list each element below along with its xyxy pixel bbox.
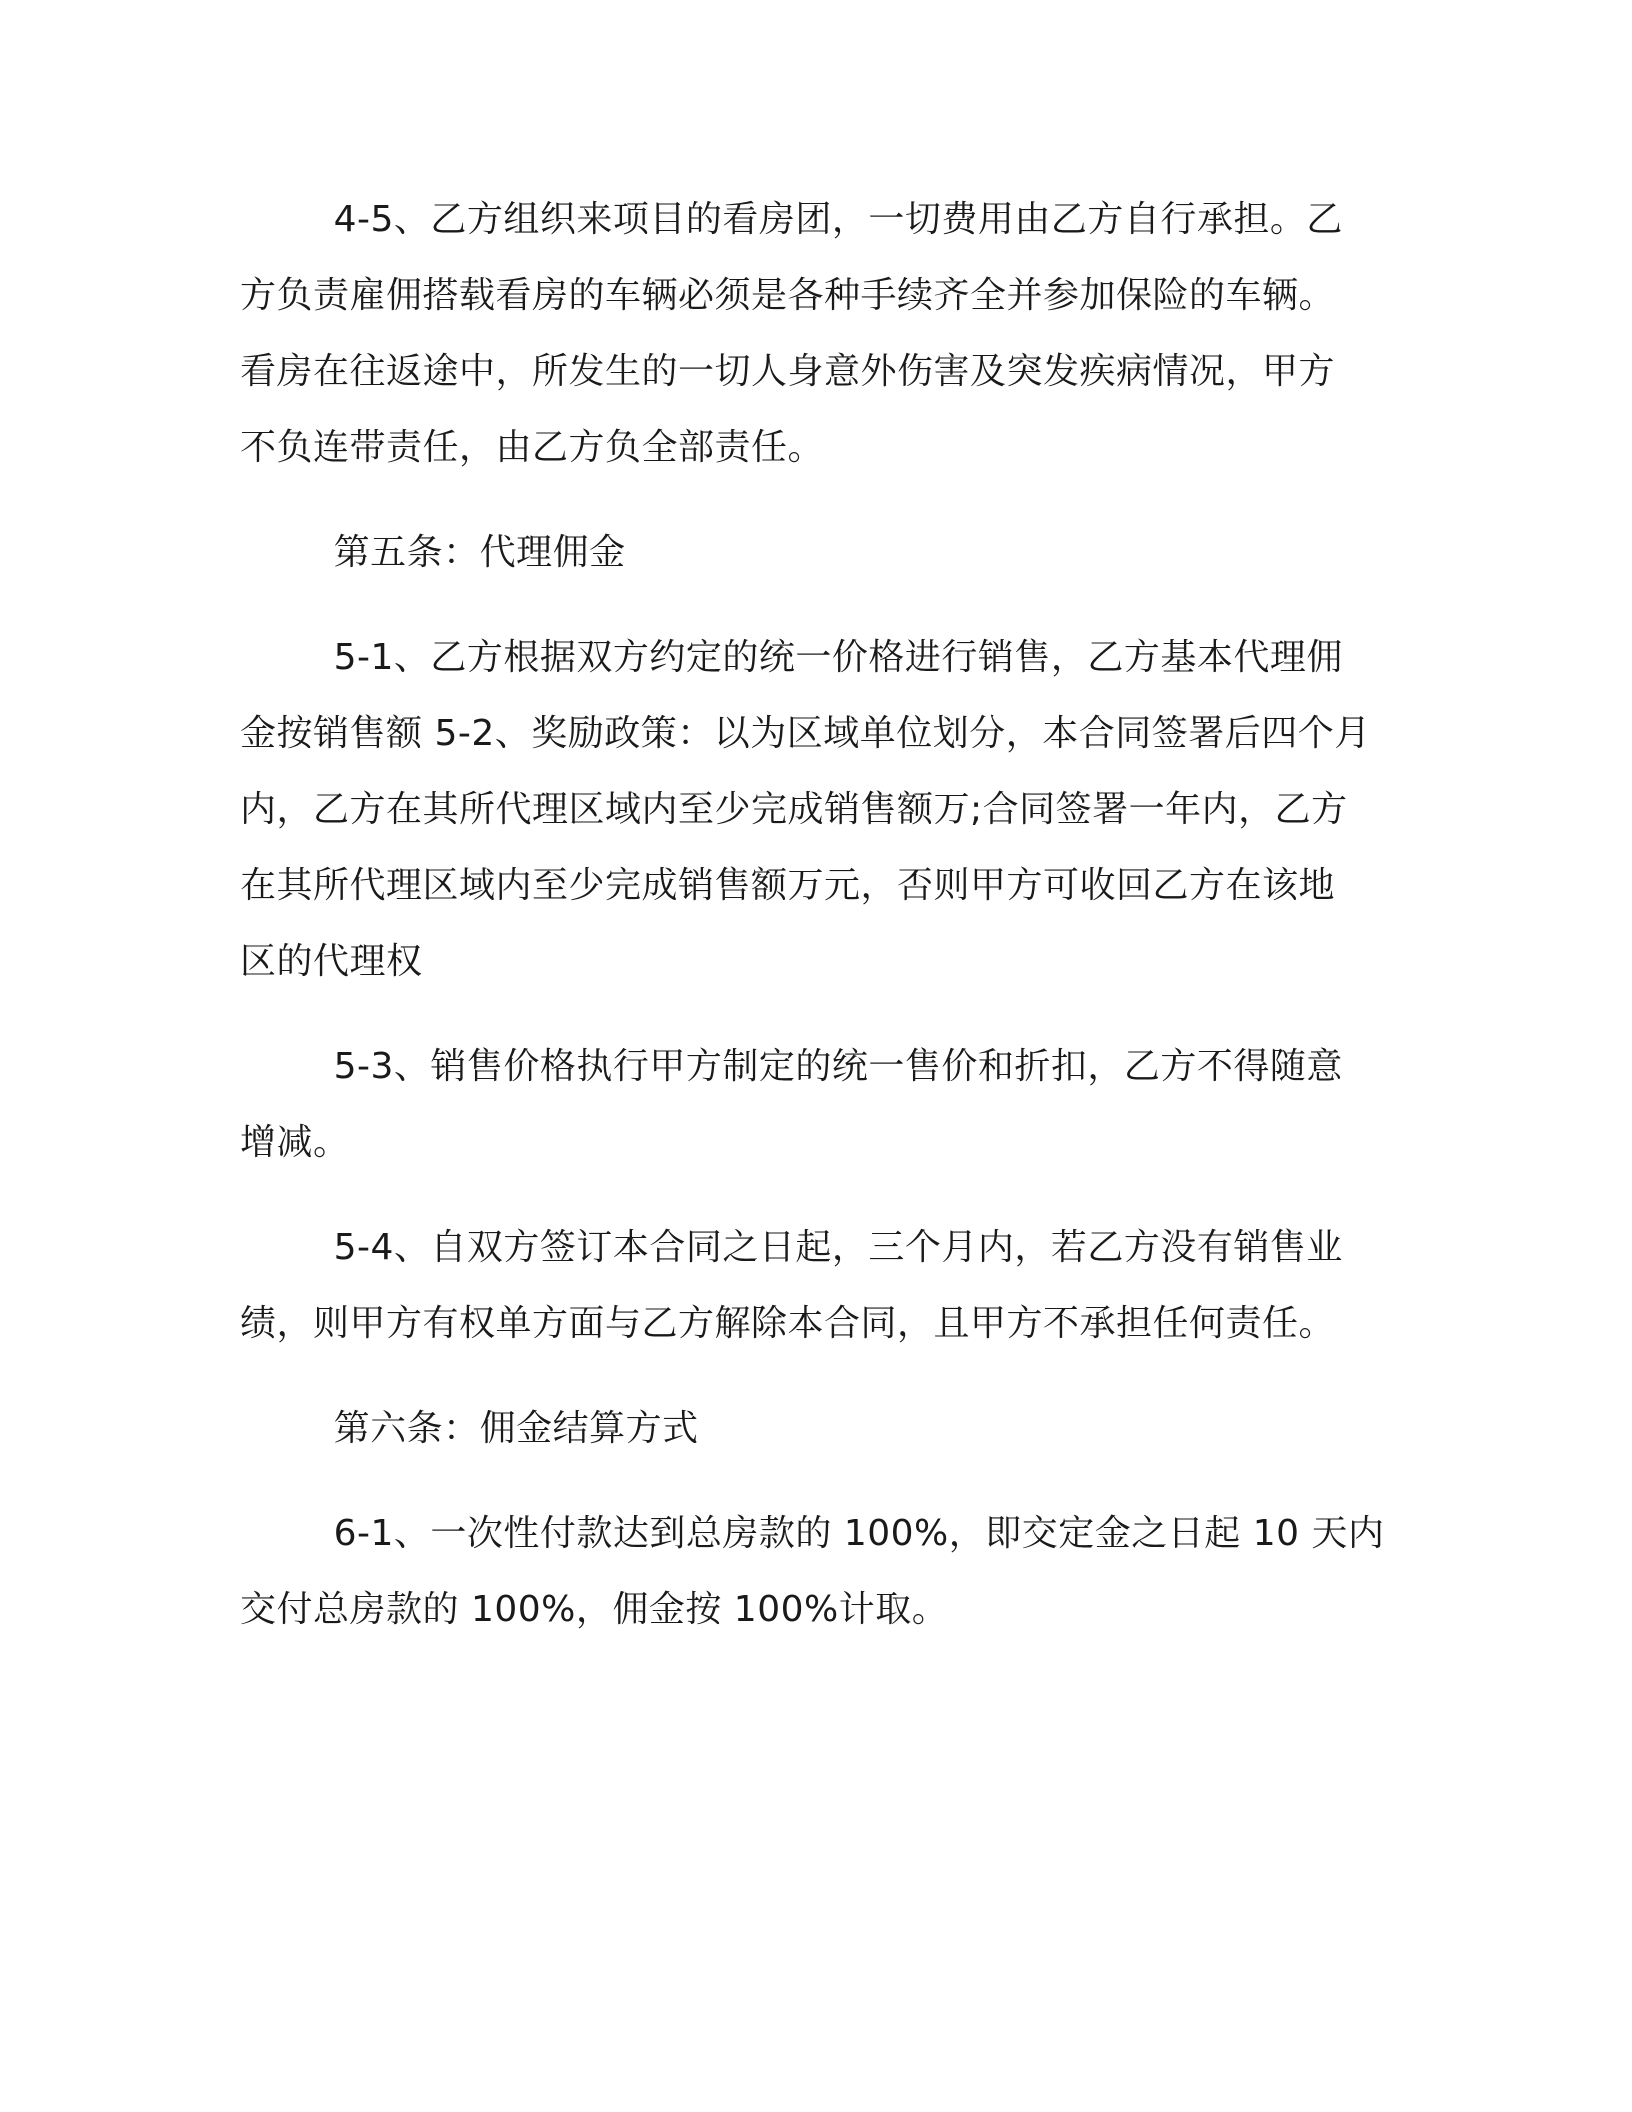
text-line: 绩，则甲方有权单方面与乙方解除本合同，且甲方不承担任何责任。 <box>240 1303 1336 1344</box>
text-line: 6-1、一次性付款达到总房款的 100%，即交定金之日起 10 天内 <box>333 1513 1385 1554</box>
text-line: 看房在往返途中，所发生的一切人身意外伤害及突发疾病情况，甲方 <box>240 351 1336 392</box>
clause-6-1-paragraph <box>240 1496 1400 1648</box>
text-line: 金按销售额 5-2、奖励政策：以为区域单位划分，本合同签署后四个月 <box>240 713 1371 754</box>
text-line: 在其所代理区域内至少完成销售额万元，否则甲方可收回乙方在该地 <box>240 865 1336 906</box>
text-line: 4-5、乙方组织来项目的看房团，一切费用由乙方自行承担。乙 <box>333 199 1343 240</box>
document-body <box>240 182 1400 1677</box>
text-line: 方负责雇佣搭载看房的车辆必须是各种手续齐全并参加保险的车辆。 <box>240 275 1336 316</box>
section-heading: 第五条：代理佣金 <box>333 532 626 573</box>
text-line: 5-3、销售价格执行甲方制定的统一售价和折扣，乙方不得随意 <box>333 1046 1343 1087</box>
text-line: 5-4、自双方签订本合同之日起，三个月内，若乙方没有销售业 <box>333 1227 1343 1268</box>
clause-5-3-paragraph <box>240 1029 1400 1181</box>
text-line: 内，乙方在其所代理区域内至少完成销售额万;合同签署一年内，乙方 <box>240 789 1348 830</box>
clause-4-5-paragraph <box>240 182 1400 486</box>
text-line: 区的代理权 <box>240 941 423 982</box>
article-6-heading <box>240 1391 1400 1467</box>
text-line: 增减。 <box>240 1122 350 1163</box>
section-heading: 第六条：佣金结算方式 <box>333 1408 699 1449</box>
clause-5-1-paragraph <box>240 620 1400 1000</box>
text-line: 交付总房款的 100%，佣金按 100%计取。 <box>240 1589 949 1630</box>
clause-5-4-paragraph <box>240 1210 1400 1362</box>
text-line: 不负连带责任，由乙方负全部责任。 <box>240 427 825 468</box>
article-5-heading <box>240 515 1400 591</box>
text-line: 5-1、乙方根据双方约定的统一价格进行销售，乙方基本代理佣 <box>333 637 1343 678</box>
